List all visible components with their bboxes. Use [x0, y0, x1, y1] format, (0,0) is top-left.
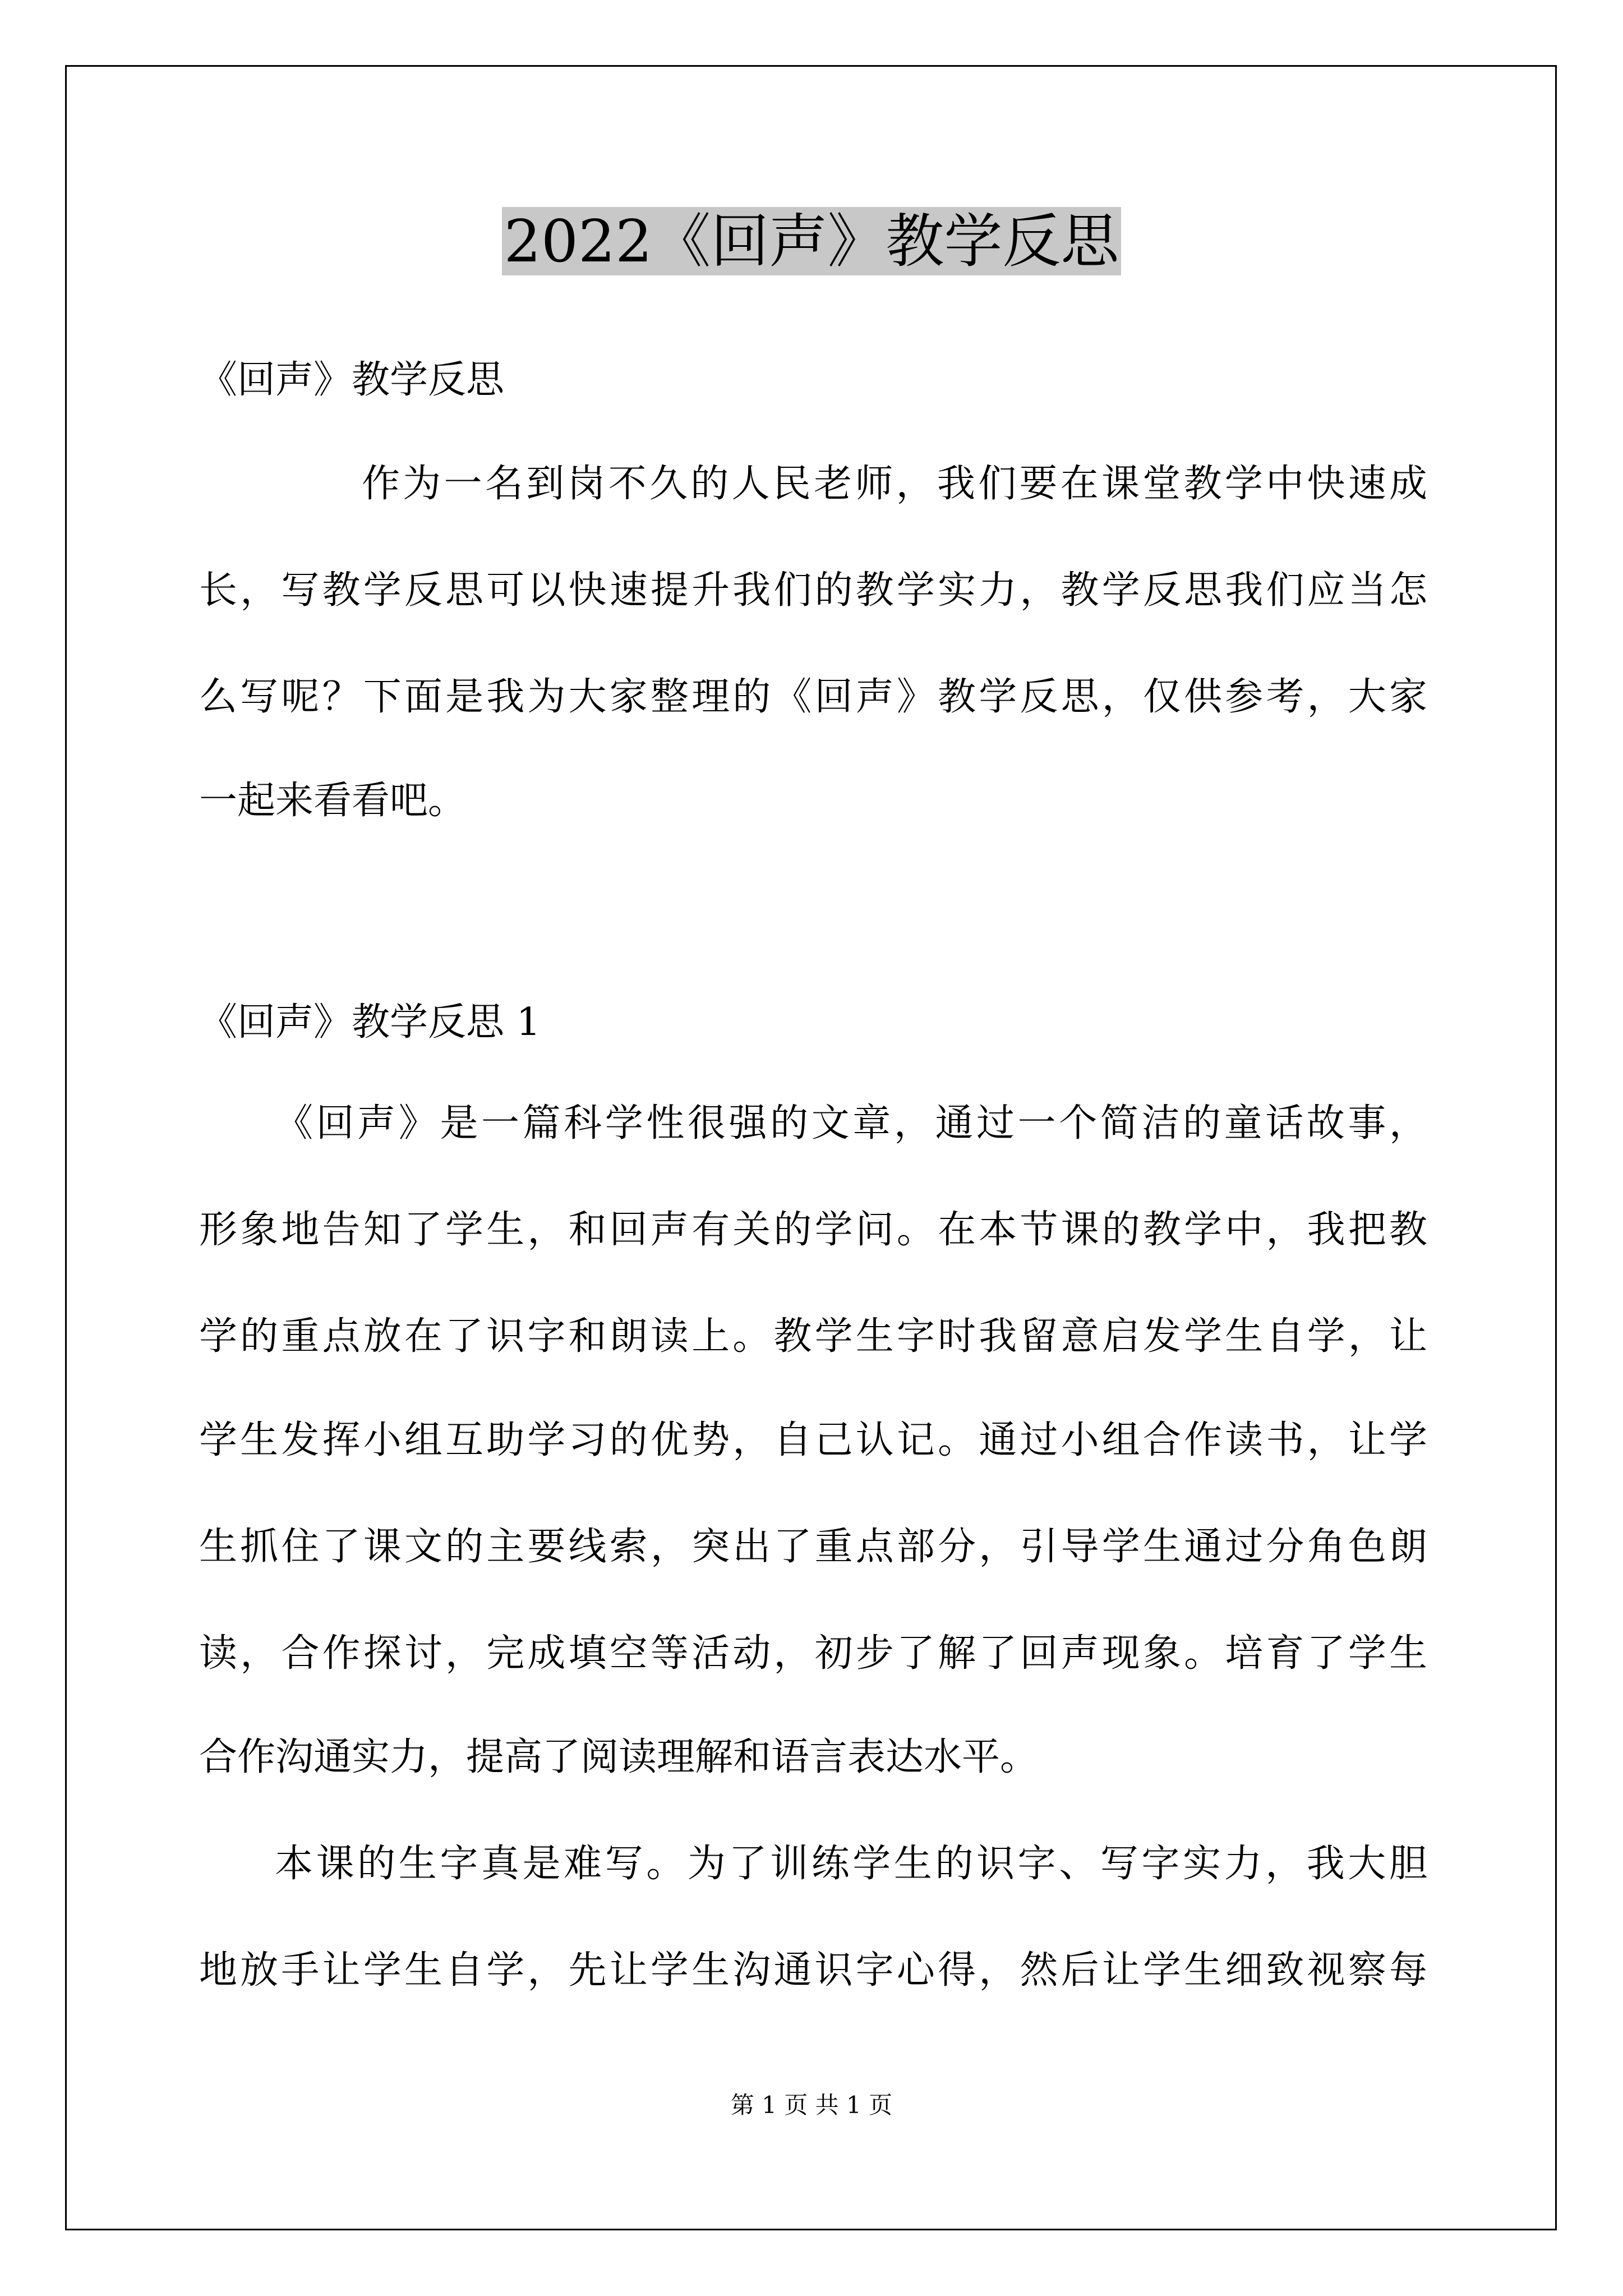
- paragraph-line: 《回声》是一篇科学性很强的文章，通过一个简洁的童话故事，: [275, 1101, 1427, 1145]
- intro-line: 长，写教学反思可以快速提升我们的教学实力，教学反思我们应当怎: [199, 568, 1427, 613]
- intro-line: 一起来看看吧。: [199, 779, 467, 823]
- paragraph-line: 学的重点放在了识字和朗读上。教学生字时我留意启发学生自学，让: [199, 1314, 1427, 1359]
- paragraph-line: 合作沟通实力，提高了阅读理解和语言表达水平。: [199, 1735, 1039, 1779]
- intro-line: 么写呢？下面是我为大家整理的《回声》教学反思，仅供参考，大家: [199, 675, 1427, 719]
- section-heading: 《回声》教学反思 1: [199, 1000, 541, 1045]
- paragraph-line: 生抓住了课文的主要线索，突出了重点部分，引导学生通过分角色朗: [199, 1525, 1427, 1569]
- document-title: [0, 202, 1623, 280]
- intro-line: 作为一名到岗不久的人民老师，我们要在课堂教学中快速成: [362, 462, 1427, 506]
- paragraph-line: 形象地告知了学生，和回声有关的学问。在本节课的教学中，我把教: [199, 1208, 1427, 1252]
- page-footer: 第 1 页 共 1 页: [730, 2091, 893, 2119]
- paragraph-line: 本课的生字真是难写。为了训练学生的识字、写字实力，我大胆: [275, 1842, 1427, 1886]
- paragraph-line: 地放手让学生自学，先让学生沟通识字心得，然后让学生细致视察每: [199, 1948, 1427, 1993]
- document-title-text: 2022《回声》教学反思: [502, 207, 1122, 275]
- intro-heading: 《回声》教学反思: [199, 358, 505, 402]
- paragraph-line: 学生发挥小组互助学习的优势，自己认记。通过小组合作读书，让学: [199, 1418, 1427, 1462]
- paragraph-line: 读，合作探讨，完成填空等活动，初步了解了回声现象。培育了学生: [199, 1631, 1427, 1676]
